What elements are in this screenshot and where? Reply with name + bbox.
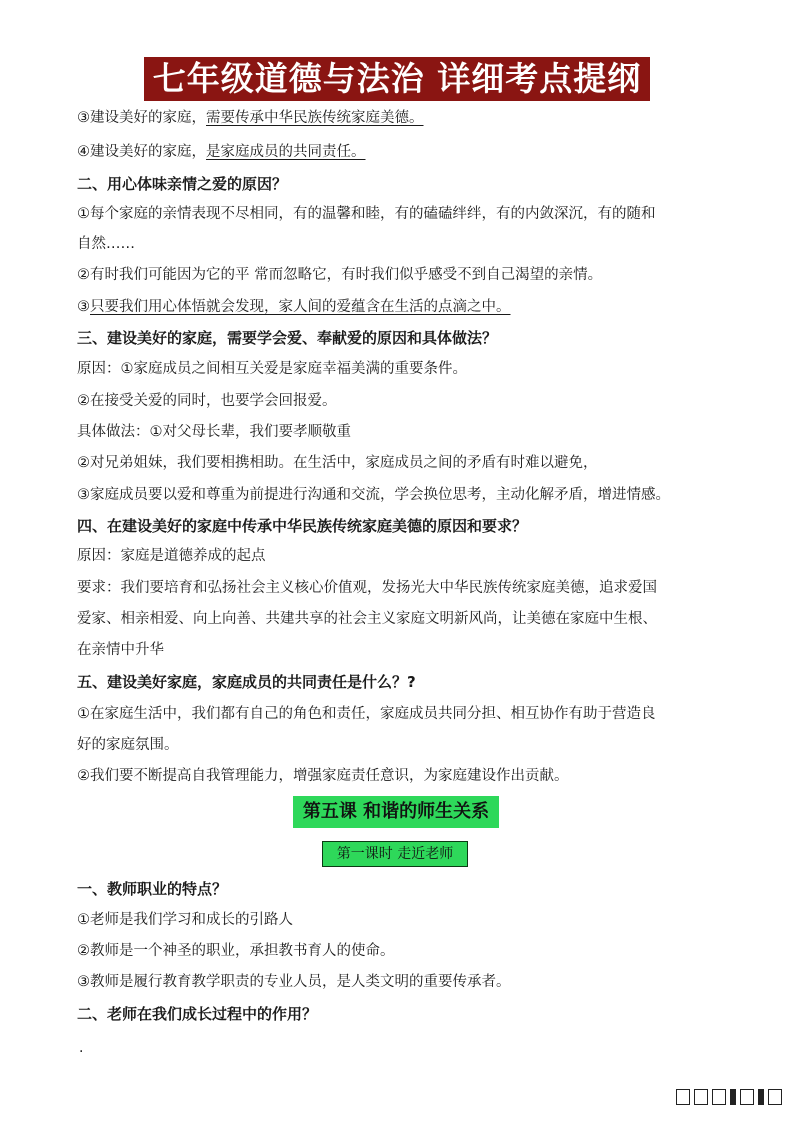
watermark-bar-icon: [730, 1089, 736, 1105]
text-line: 好的家庭氛围。: [77, 737, 179, 753]
lesson-title: 第五课 和谐的师生关系: [293, 796, 499, 828]
text-line: ③家庭成员要以爱和尊重为前提进行沟通和交流，学会换位思考，主动化解矛盾，增进情感。: [77, 487, 670, 503]
text-line: ②我们要不断提高自我管理能力，增强家庭责任意识，为家庭建设作出贡献。: [77, 768, 569, 784]
text-line: 自然……: [77, 236, 135, 252]
text-line: ①每个家庭的亲情表现不尽相同，有的温馨和睦，有的磕磕绊绊，有的内敛深沉，有的随和: [77, 206, 656, 222]
underlined-key-point: 只要我们用心体悟就会发现，家人间的爱蕴含在生活的点滴之中。: [90, 299, 511, 315]
text-line: ①老师是我们学习和成长的引路人: [77, 912, 293, 928]
text-line-underlined: [77, 297, 727, 317]
underlined-key-point: 需要传承中华民族传统家庭美德。: [206, 110, 424, 126]
text-line: 原因：①家庭成员之间相互关爱是家庭幸福美满的重要条件。: [77, 361, 467, 377]
section-heading: 二、用心体味亲情之爱的原因？: [77, 175, 288, 193]
text-line: 原因：家庭是道德养成的起点: [77, 548, 266, 564]
text-line: ③教师是履行教育教学职责的专业人员，是人类文明的重要传承者。: [77, 974, 511, 990]
text-line: 在亲情中升华: [77, 642, 164, 658]
line-prefix: ③建设美好的家庭，: [77, 110, 206, 126]
text-line: 爱家、相亲相爱、向上向善、共建共享的社会主义家庭文明新风尚，让美德在家庭中生根、: [77, 611, 657, 627]
line-prefix: ④建设美好的家庭，: [77, 144, 206, 160]
period-title: 第一课时 走近老师: [322, 841, 468, 867]
section-heading: 三、建设美好的家庭，需要学会爱、奉献爱的原因和具体做法？: [77, 329, 498, 347]
section-heading: 五、建设美好家庭，家庭成员的共同责任是什么？?: [77, 673, 416, 691]
underlined-key-point: 是家庭成员的共同责任。: [206, 144, 366, 160]
watermark-bar-icon: [758, 1089, 764, 1105]
text-line: ②教师是一个神圣的职业，承担教书育人的使命。: [77, 943, 395, 959]
text-line: ②对兄弟姐妹，我们要相携相助。在生活中，家庭成员之间的矛盾有时难以避免，: [77, 455, 598, 471]
section-heading: 二、老师在我们成长过程中的作用？: [77, 1005, 318, 1023]
trailing-dot: .: [79, 1040, 84, 1056]
text-line: ②有时我们可能因为它的平 常而忽略它，有时我们似乎感受不到自己渴望的亲情。: [77, 267, 603, 283]
watermark-box-icon: [712, 1089, 726, 1105]
text-line-underlined: [77, 108, 727, 128]
line-prefix: ③: [77, 299, 90, 315]
watermark-box-icon: [768, 1089, 782, 1105]
text-line: 具体做法：①对父母长辈，我们要孝顺敬重: [77, 424, 351, 440]
watermark-box-icon: [676, 1089, 690, 1105]
page-banner-title: 七年级道德与法治 详细考点提纲: [144, 57, 650, 101]
watermark-logo: [676, 1086, 782, 1108]
text-line: ②在接受关爱的同时，也要学会回报爱。: [77, 393, 337, 409]
text-line: ①在家庭生活中，我们都有自己的角色和责任，家庭成员共同分担、相互协作有助于营造良: [77, 706, 656, 722]
section-heading: 一、教师职业的特点？: [77, 880, 228, 898]
watermark-box-icon: [694, 1089, 708, 1105]
text-line: 要求：我们要培育和弘扬社会主义核心价值观，发扬光大中华民族传统家庭美德，追求爱国: [77, 580, 657, 596]
watermark-box-icon: [740, 1089, 754, 1105]
text-line-underlined: [77, 142, 727, 162]
section-heading: 四、在建设美好的家庭中传承中华民族传统家庭美德的原因和要求？: [77, 517, 528, 535]
